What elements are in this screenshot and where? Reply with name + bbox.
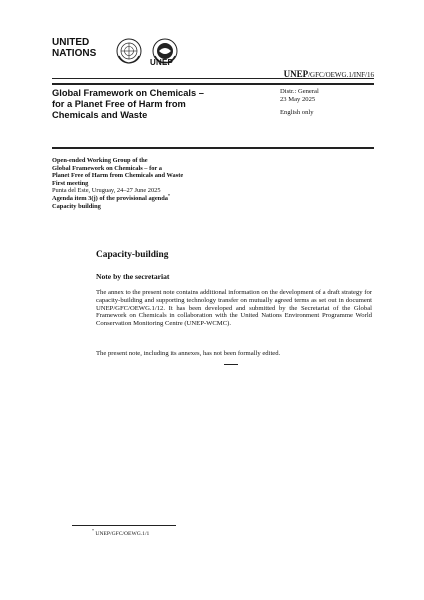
org-name-line2: NATIONS [52, 48, 97, 59]
distribution-block [280, 88, 319, 117]
date: 23 May 2025 [280, 96, 316, 103]
document-symbol-rest: /GFC/OEWG.1/INF/16 [308, 71, 374, 79]
meeting-info [52, 157, 252, 210]
meeting-line3: Planet Free of Harm from Chemicals and Waste [52, 172, 184, 180]
meeting-line7: Capacity building [52, 202, 101, 210]
footnote-rule [72, 525, 176, 526]
meeting-line1: Open-ended Working Group of the [52, 157, 148, 164]
language: English only [280, 109, 314, 116]
un-emblem-icon [116, 38, 142, 64]
section-subheading: Note by the secretariat [96, 272, 170, 281]
footnote-ref: * [167, 192, 170, 198]
unep-label: UNEP [150, 58, 174, 67]
meeting-line6 [52, 192, 252, 203]
footnote [92, 528, 150, 537]
meeting-line2: Global Framework on Chemicals – for a [52, 164, 162, 172]
paragraph-2: The present note, including its annexes, has not been formally edited. [96, 350, 281, 357]
title-line2: for a Planet Free of Harm from [52, 99, 186, 109]
org-name-line1: UNITED [52, 37, 90, 48]
header-rule-thick [52, 83, 374, 85]
document-symbol-main: UNEP [283, 69, 309, 79]
section-heading: Capacity-building [96, 250, 169, 260]
footnote-text: UNEP/GFC/OEWG.1/1 [95, 531, 150, 537]
end-rule [224, 364, 238, 365]
header-rule-thin [52, 78, 374, 79]
org-name [52, 37, 96, 59]
document-title [52, 88, 252, 121]
title-rule [52, 147, 374, 149]
meeting-line4: First meeting [52, 179, 89, 187]
distribution: Distr.: General [280, 88, 319, 95]
title-line3: Chemicals and Waste [52, 110, 148, 120]
meeting-line5: Punta del Este, Uruguay, 24–27 June 2025 [52, 187, 161, 195]
title-line1: Global Framework on Chemicals – [52, 88, 204, 98]
paragraph-1: The annex to the present note contains additional information on the development of a draft strategy for capacity-building and supporting technology transfer on mutually agreed terms as set out in document UNEP/GFC/OEWG.1/12. It has been developed and submitted by the Secretariat of the Global Framework on Chemicals in collaboration with the United Nations Environment Programme World Conservation Monitoring Centre (UNEP-WCMC). [96, 289, 372, 328]
footnote-mark: * [92, 528, 94, 534]
agenda-item: Agenda item 3(j) of the provisional agenda [52, 194, 168, 202]
